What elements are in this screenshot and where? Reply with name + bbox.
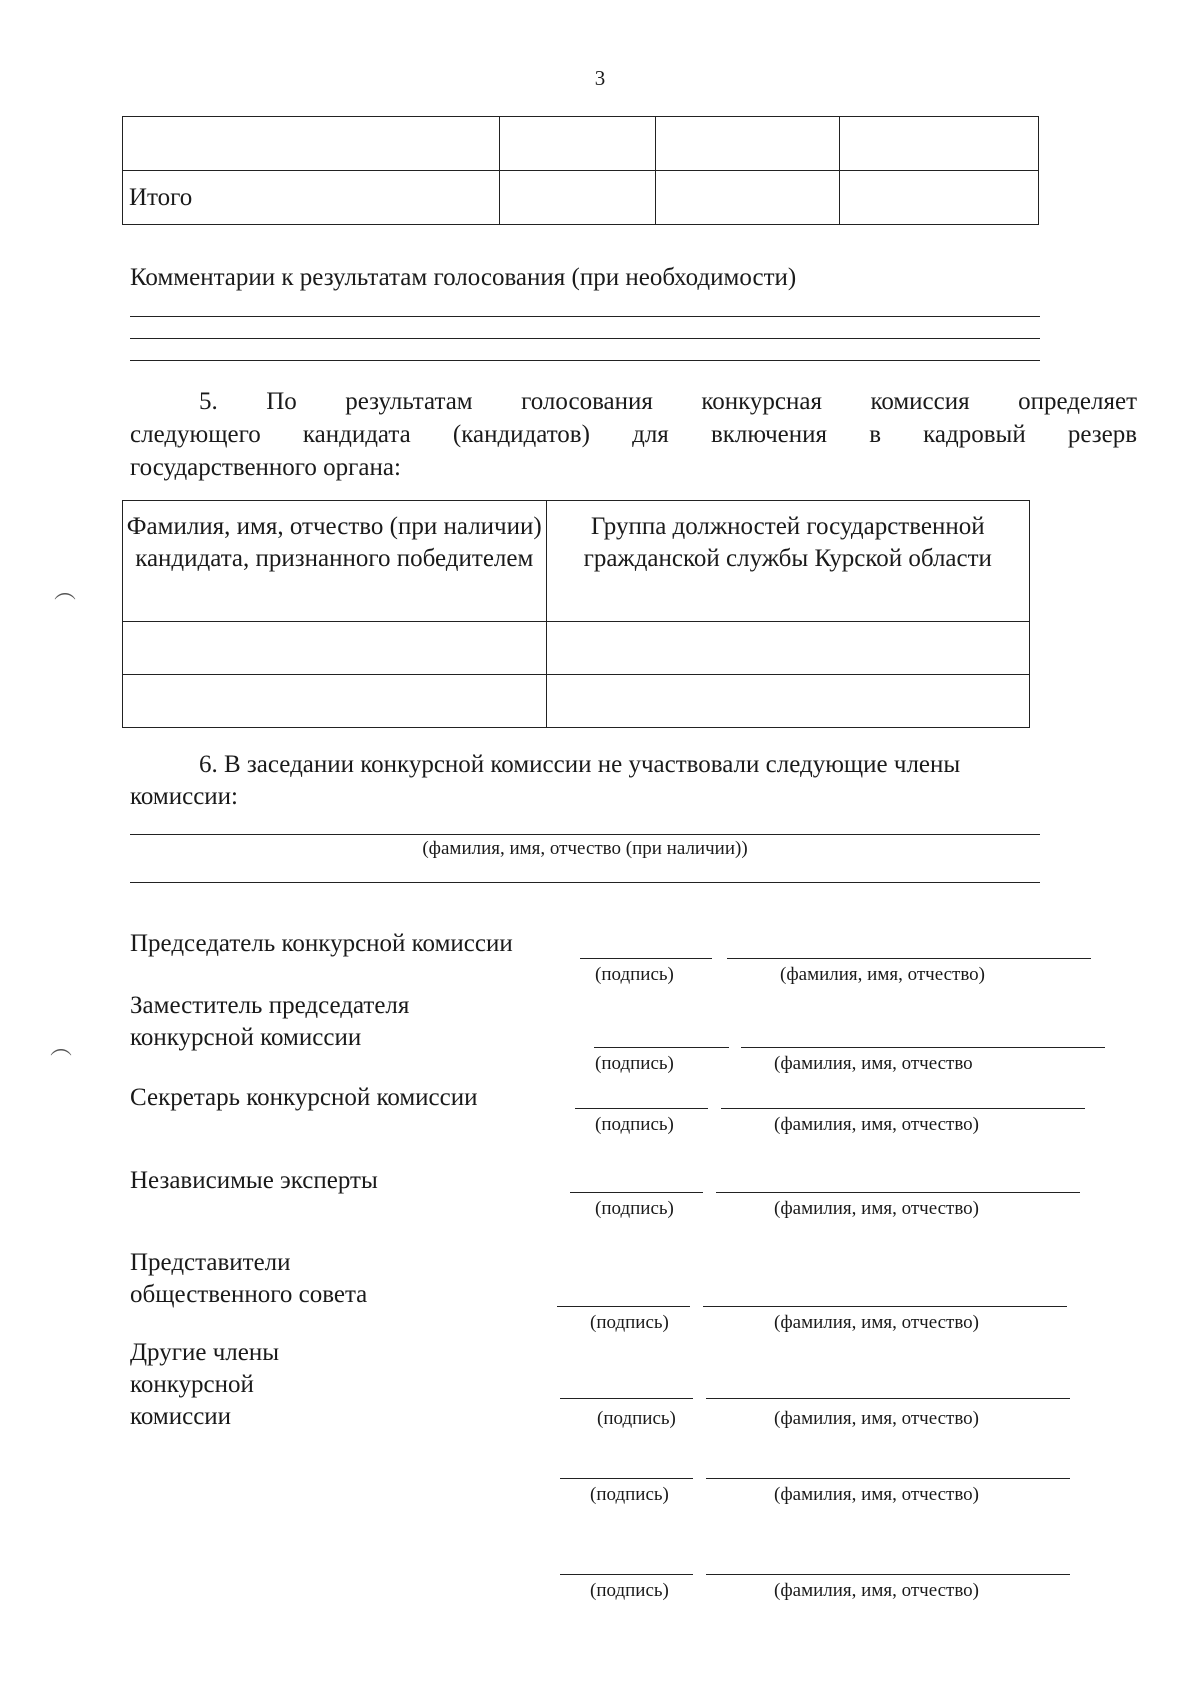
name-line[interactable] [706, 1478, 1070, 1479]
table-cell[interactable] [546, 675, 1029, 728]
table-row [123, 622, 1030, 675]
signature-caption: (подпись) [595, 1114, 674, 1135]
word: голосования [521, 388, 653, 415]
table-row [123, 117, 1039, 171]
experts-label: Независимые эксперты [130, 1167, 378, 1194]
word: комиссия [870, 388, 970, 415]
name-caption: (фамилия, имя, отчество [774, 1053, 973, 1074]
table-header-row [123, 501, 1030, 622]
name-caption: (фамилия, имя, отчество) [774, 1312, 980, 1333]
signature-caption: (подпись) [595, 964, 674, 985]
position-group-header: Группа должностей государственной гражданской службы Курской области [546, 501, 1029, 622]
word: По [266, 388, 297, 415]
signature-caption: (подпись) [595, 1053, 674, 1074]
other-members-label-line3: комиссии [130, 1403, 232, 1430]
table-cell [840, 171, 1039, 225]
name-caption: (фамилия, имя, отчество) [774, 1580, 980, 1601]
other-members-label-line2: конкурсной [130, 1371, 254, 1398]
name-line[interactable] [716, 1192, 1080, 1193]
signature-caption: (подпись) [595, 1198, 674, 1219]
word: включения [710, 421, 828, 448]
signature-caption: (подпись) [590, 1484, 669, 1505]
comments-label: Комментарии к результатам голосования (при необходимости) [130, 264, 797, 291]
name-line[interactable] [706, 1574, 1070, 1575]
word: в [869, 421, 881, 448]
deputy-label-line2: конкурсной комиссии [130, 1024, 362, 1051]
table-cell[interactable] [546, 622, 1029, 675]
table-cell [656, 171, 840, 225]
word: кандидата [302, 421, 411, 448]
scan-mark-icon: ︵ [50, 1034, 73, 1059]
table-row [123, 675, 1030, 728]
word: следующего [130, 421, 261, 448]
word: для [632, 421, 669, 448]
comments-line[interactable] [130, 316, 1040, 317]
table-cell [123, 117, 500, 171]
deputy-label-line1: Заместитель председателя [130, 992, 410, 1019]
absent-members-caption: (фамилия, имя, отчество (при наличии)) [422, 838, 748, 859]
signature-line[interactable] [560, 1478, 693, 1479]
section5-line2 [130, 419, 1137, 451]
absent-members-line[interactable] [130, 882, 1040, 883]
candidate-name-header: Фамилия, имя, отчество (при наличии) кандидата, признанного победителем [123, 501, 547, 622]
signature-line[interactable] [570, 1192, 703, 1193]
name-line[interactable] [703, 1306, 1067, 1307]
name-line[interactable] [741, 1047, 1105, 1048]
section5-line3: государственного органа: [130, 454, 401, 481]
signature-line[interactable] [594, 1047, 729, 1048]
table-cell[interactable] [123, 622, 547, 675]
public-council-label-line2: общественного совета [130, 1281, 368, 1308]
signature-line[interactable] [560, 1574, 693, 1575]
name-caption: (фамилия, имя, отчество) [774, 1484, 980, 1505]
name-caption: (фамилия, имя, отчество) [780, 964, 986, 985]
page-number: 3 [594, 66, 606, 90]
word: результатам [345, 388, 473, 415]
signature-caption: (подпись) [590, 1312, 669, 1333]
section5-line1 [199, 386, 1137, 418]
table-cell [499, 117, 656, 171]
secretary-label: Секретарь конкурсной комиссии [130, 1084, 478, 1111]
table-cell [840, 117, 1039, 171]
name-caption: (фамилия, имя, отчество) [774, 1114, 980, 1135]
section6-line1: 6. В заседании конкурсной комиссии не участвовали следующие члены [199, 751, 961, 778]
absent-members-line[interactable] [130, 834, 1040, 835]
table-cell[interactable] [123, 675, 547, 728]
signature-line[interactable] [580, 958, 712, 959]
word: (кандидатов) [452, 421, 590, 448]
signature-line[interactable] [575, 1108, 708, 1109]
chairman-label: Председатель конкурсной комиссии [130, 930, 513, 957]
word: резерв [1067, 421, 1138, 448]
signature-line[interactable] [560, 1398, 693, 1399]
comments-line[interactable] [130, 338, 1040, 339]
word: конкурсная [701, 388, 822, 415]
section6-line2: комиссии: [130, 783, 238, 810]
signature-caption: (подпись) [597, 1408, 676, 1429]
table-row-total [123, 171, 1039, 225]
name-caption: (фамилия, имя, отчество) [774, 1408, 980, 1429]
name-caption: (фамилия, имя, отчество) [774, 1198, 980, 1219]
name-line[interactable] [706, 1398, 1070, 1399]
table-cell [656, 117, 840, 171]
total-label: Итого [123, 171, 500, 225]
scan-mark-icon: ︵ [54, 578, 77, 603]
comments-line[interactable] [130, 360, 1040, 361]
name-line[interactable] [721, 1108, 1085, 1109]
table-cell [499, 171, 656, 225]
word: определяет [1018, 388, 1138, 415]
candidates-table [122, 500, 1030, 728]
name-line[interactable] [727, 958, 1091, 959]
word: кадровый [923, 421, 1026, 448]
word: 5. [199, 388, 218, 415]
public-council-label-line1: Представители [130, 1249, 291, 1276]
results-table [122, 116, 1039, 225]
signature-line[interactable] [557, 1306, 690, 1307]
other-members-label-line1: Другие члены [130, 1339, 280, 1366]
signature-caption: (подпись) [590, 1580, 669, 1601]
